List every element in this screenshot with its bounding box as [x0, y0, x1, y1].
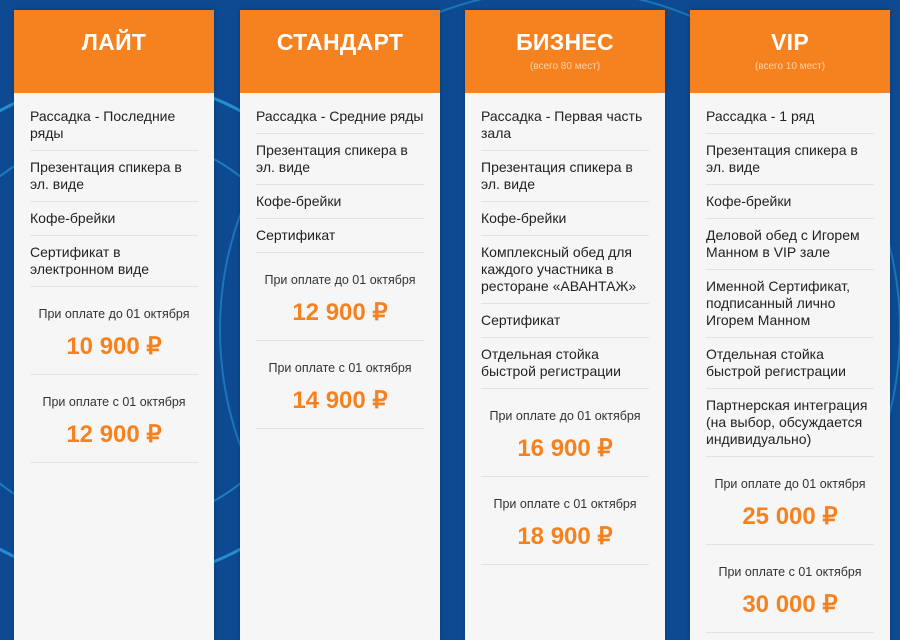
feature-list: [14, 93, 214, 463]
feature-item: Именной Сертификат, подписанный лично Игорем Манном: [706, 270, 874, 338]
feature-item: Комплексный обед для каждого участника в ресторане «АВАНТАЖ»: [481, 236, 649, 304]
price-value: 30 000 ₽: [742, 591, 838, 618]
plan-title: СТАНДАРТ: [276, 29, 404, 55]
plan-title: ЛАЙТ: [81, 29, 147, 55]
feature-item: Презентация спикера в эл. виде: [30, 151, 198, 202]
feature-item: Отдельная стойка быстрой регистрации: [706, 338, 874, 389]
plan-title: БИЗНЕС: [516, 29, 614, 55]
feature-item: Рассадка - Последние ряды: [30, 100, 198, 151]
feature-item: Рассадка - Первая часть зала: [481, 100, 649, 151]
card-header: [14, 10, 214, 93]
feature-item: Рассадка - 1 ряд: [706, 100, 874, 134]
feature-item: Кофе-брейки: [256, 185, 424, 219]
price-block: [706, 457, 874, 545]
price-value: 18 900 ₽: [517, 523, 613, 550]
card-header: [240, 10, 440, 93]
feature-item: Презентация спикера в эл. виде: [706, 134, 874, 185]
price-value: 14 900 ₽: [292, 387, 388, 414]
pricing-card: [465, 10, 665, 640]
feature-item: Кофе-брейки: [481, 202, 649, 236]
price-value: 25 000 ₽: [742, 503, 838, 530]
price-block: [30, 375, 198, 463]
price-label: При оплате до 01 октября: [38, 307, 190, 321]
price-block: [256, 253, 424, 341]
price-label: При оплате с 01 октября: [42, 395, 186, 409]
pricing-card: [690, 10, 890, 640]
price-value: 12 900 ₽: [66, 421, 162, 448]
feature-item: Отдельная стойка быстрой регистрации: [481, 338, 649, 389]
feature-item: Кофе-брейки: [706, 185, 874, 219]
price-label: При оплате с 01 октября: [718, 565, 862, 579]
price-block: [706, 545, 874, 633]
price-label: При оплате до 01 октября: [489, 409, 641, 423]
feature-item: Кофе-брейки: [30, 202, 198, 236]
feature-list: [240, 93, 440, 429]
price-value: 10 900 ₽: [66, 333, 162, 360]
plan-subtitle: (всего 10 мест): [754, 61, 826, 72]
feature-item: Сертификат в электронном виде: [30, 236, 198, 287]
price-block: [30, 287, 198, 375]
card-header: [465, 10, 665, 93]
feature-item: Презентация спикера в эл. виде: [256, 134, 424, 185]
price-block: [256, 341, 424, 429]
price-block: [481, 389, 649, 477]
price-value: 16 900 ₽: [517, 435, 613, 462]
feature-item: Сертификат: [256, 219, 424, 253]
plan-title: VIP: [771, 29, 809, 55]
card-header: [690, 10, 890, 93]
feature-list: [690, 93, 890, 633]
pricing-card: [14, 10, 214, 640]
plan-subtitle: (всего 80 мест): [529, 61, 601, 72]
price-label: При оплате с 01 октября: [493, 497, 637, 511]
price-value: 12 900 ₽: [292, 299, 388, 326]
price-label: При оплате до 01 октября: [714, 477, 866, 491]
feature-item: Рассадка - Средние ряды: [256, 100, 424, 134]
price-label: При оплате с 01 октября: [268, 361, 412, 375]
feature-item: Деловой обед с Игорем Манном в VIP зале: [706, 219, 874, 270]
feature-item: Презентация спикера в эл. виде: [481, 151, 649, 202]
price-block: [481, 477, 649, 565]
feature-list: [465, 93, 665, 565]
feature-item: Сертификат: [481, 304, 649, 338]
price-label: При оплате до 01 октября: [264, 273, 416, 287]
feature-item: Партнерская интеграция (на выбор, обсуждается индивидуально): [706, 389, 874, 457]
pricing-card: [240, 10, 440, 640]
